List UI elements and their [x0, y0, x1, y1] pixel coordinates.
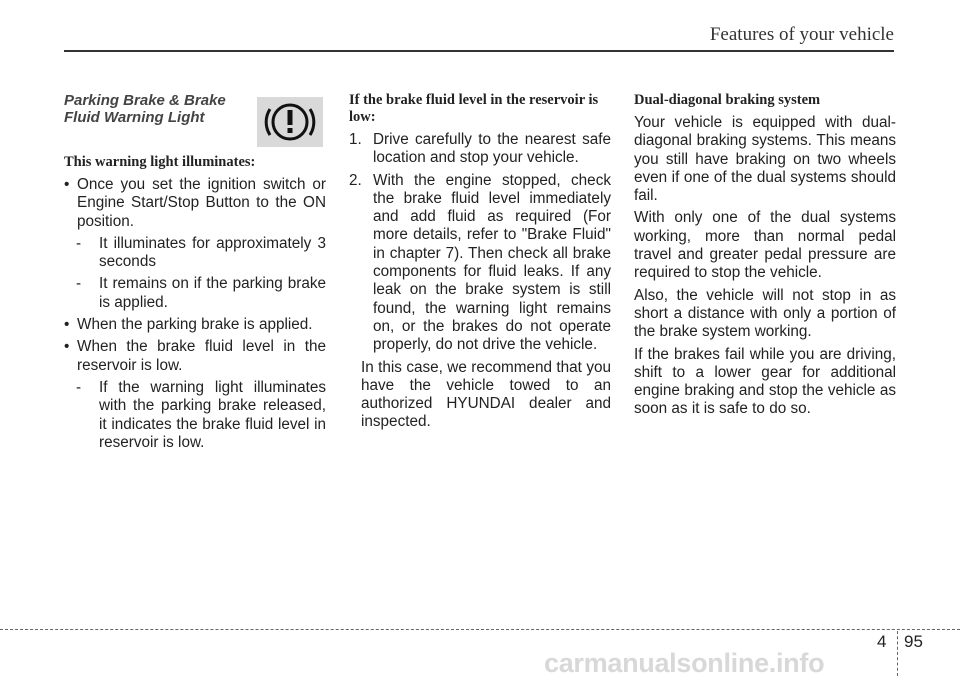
column-left — [64, 92, 326, 456]
list-item-text: It remains on if the parking brake is applied. — [99, 275, 326, 311]
dash: - — [76, 234, 82, 252]
paragraph: Also, the vehicle will not stop in as short a distance with only a portion of the brake system working. — [634, 286, 896, 341]
bullet: • — [64, 316, 70, 334]
list-item-text: Drive carefully to the nearest safe location and stop your vehicle. — [373, 131, 611, 167]
watermark: carmanualsonline.info — [544, 648, 825, 678]
list-number: 2. — [349, 171, 362, 189]
list-item-text: With the engine stopped, check the brake fluid level immediately and add fluid as required (For more details, refer to "Brake Fluid" in chapter 7). Then check all brake components for fluid leaks. If any leak on the brake system is still found, the warning light remains on, or the brakes do not operate properly, do not drive the vehicle. — [373, 171, 611, 354]
list-item — [64, 338, 326, 375]
paragraph: Your vehicle is equipped with dual-diagonal braking systems. This means you still have braking on two wheels even if one of the dual systems should fail. — [634, 114, 896, 205]
list-number: 1. — [349, 131, 362, 148]
bullet: • — [64, 176, 70, 193]
list-item-text: When the brake fluid level in the reservoir is low. — [77, 338, 326, 374]
footer-rule — [0, 629, 960, 630]
bullet: • — [64, 338, 70, 356]
paragraph: If the brakes fail while you are driving, shift to a lower gear for additional engine braking and stop the vehicle as soon as it is safe to do so. — [634, 345, 896, 418]
section-title: Parking Brake & Brake Fluid Warning Light — [64, 92, 226, 126]
subheading-dual-diagonal: Dual-diagonal braking system — [634, 92, 821, 108]
list-item — [64, 379, 326, 452]
list-item — [64, 176, 326, 231]
list-item — [64, 275, 326, 312]
subheading-fluid-low: If the brake fluid level in the reservoir is low: — [349, 92, 599, 125]
warning-icon-box — [257, 97, 323, 147]
list-item — [64, 235, 326, 272]
chapter-number: 4 — [877, 632, 887, 651]
list-item — [349, 131, 611, 168]
paragraph: In this case, we recommend that you have the vehicle towed to an authorized HYUNDAI dealer and inspected. — [361, 358, 611, 431]
page-number: 95 — [904, 632, 923, 651]
list-item-text: It illuminates for approximately 3 seconds — [99, 234, 326, 271]
header-title: Features of your vehicle — [709, 24, 894, 45]
column-right — [634, 92, 896, 423]
list-item-text: If the warning light illuminates with the parking brake released, it indicates the brake fluid level in reservoir is low. — [99, 378, 326, 451]
exclamation-circle-icon — [257, 97, 323, 147]
footer-divider — [897, 631, 898, 676]
header-rule — [64, 50, 894, 52]
list-item — [349, 172, 611, 355]
list-item-text: Once you set the ignition switch or Engine Start/Stop Button to the ON position. — [77, 176, 326, 230]
list-item-text: When the parking brake is applied. — [77, 316, 313, 334]
column-middle — [349, 92, 611, 436]
paragraph: With only one of the dual systems working, more than normal pedal travel and greater pedal pressure are required to stop the vehicle. — [634, 209, 896, 282]
dash: - — [76, 378, 82, 396]
dash: - — [76, 275, 82, 293]
list-item — [64, 316, 326, 334]
subheading-illuminates: This warning light illuminates: — [64, 154, 256, 170]
